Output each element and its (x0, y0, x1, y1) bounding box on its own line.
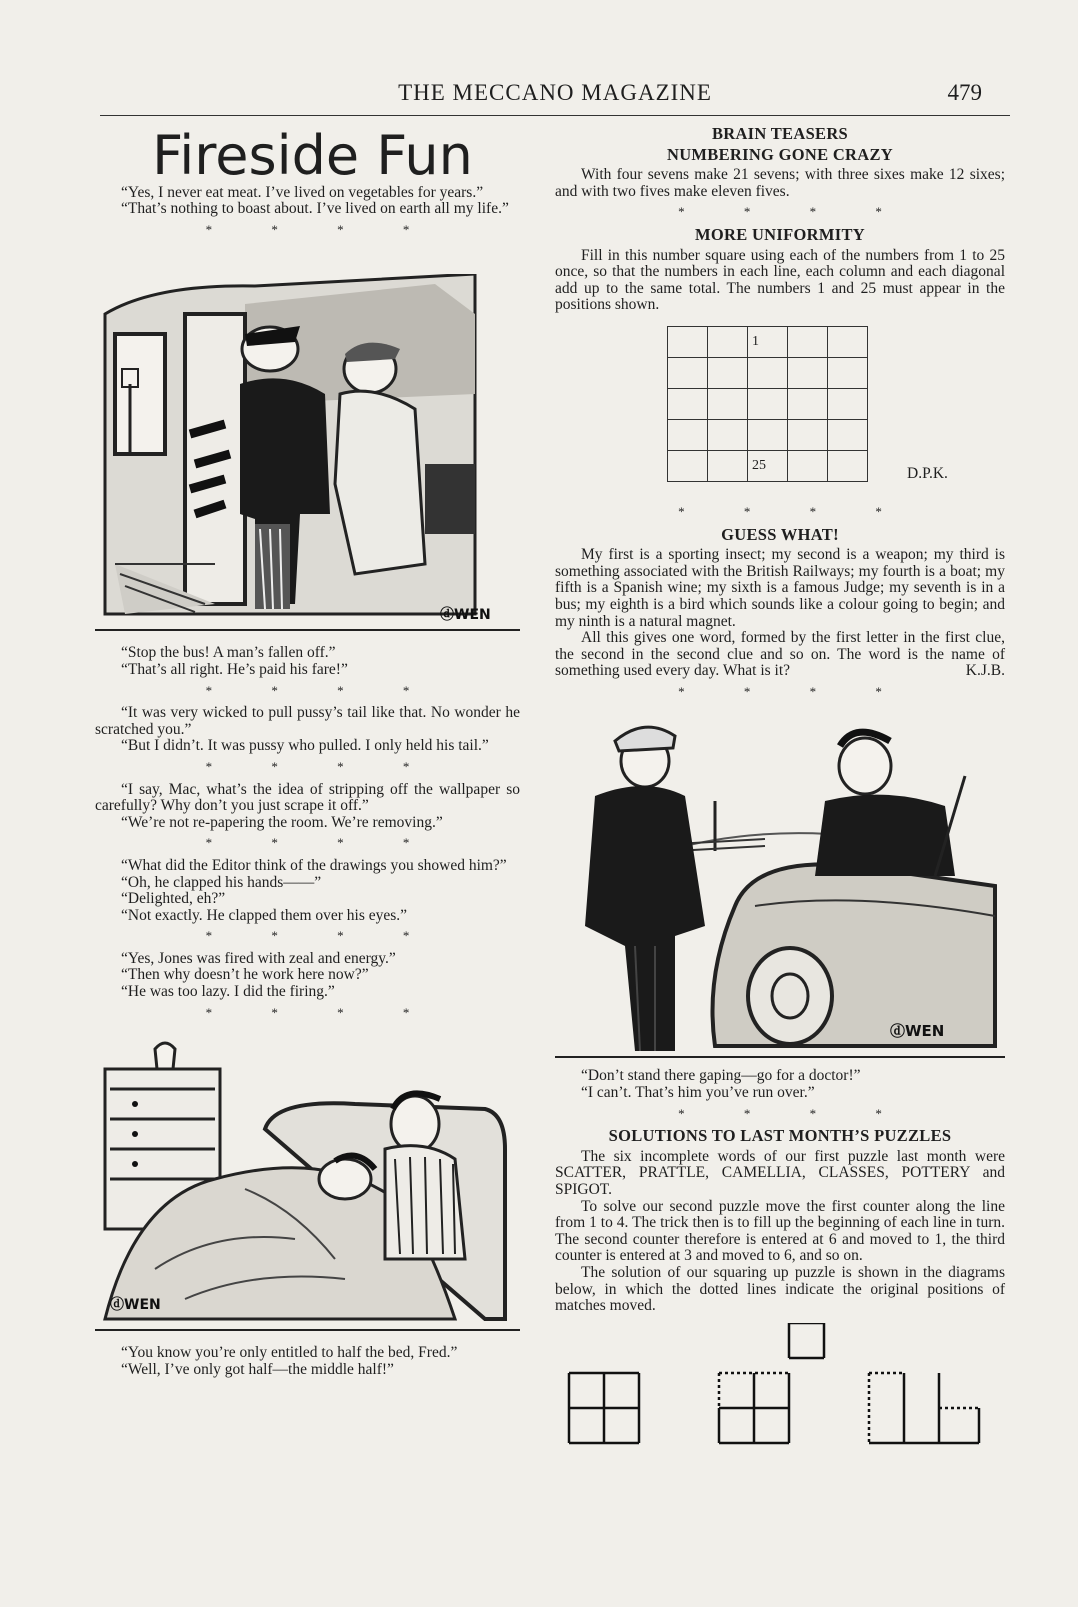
puzzle-text: My first is a sporting insect; my second is a weapon; my third is something associated with the British Railways; my fourth is a boat; my fifth is a Spanish wine; my sixth is a famous Judge; my seventh is in a bus; my eighth is a bird which sounds like a colour going to begin; and my ninth is a natural magnet. (555, 546, 1005, 630)
separator-stars: * * * * (678, 683, 910, 699)
joke-line: “Then why doesn’t he work here now?” (121, 966, 369, 984)
joke-line: “I can’t. That’s him you’ve run over.” (581, 1084, 815, 1102)
joke-line: “He was too lazy. I did the firing.” (121, 983, 335, 1001)
bus-cartoon (95, 274, 520, 631)
puzzle-signature: D.P.K. (907, 464, 948, 482)
joke-line: “But I didn’t. It was pussy who pulled. I only held his tail.” (121, 737, 489, 755)
joke-line: “Delighted, eh?” (121, 890, 226, 908)
solutions-title: SOLUTIONS TO LAST MONTH’S PUZZLES (608, 1126, 952, 1146)
joke-line: “Not exactly. He clapped them over his eyes.” (121, 906, 408, 924)
number-square-grid (667, 326, 868, 482)
number-square (667, 326, 1005, 496)
solution-text: The solution of our squaring up puzzle is shown in the diagrams below, in which the dotted lines indicate the original positions of matches moved. (555, 1264, 1005, 1315)
fireside-fun-title: Fireside Fun (152, 124, 473, 187)
joke-line: “Yes, Jones was fired with zeal and energy.” (121, 949, 396, 967)
puzzle-title: NUMBERING GONE CRAZY (666, 144, 893, 164)
joke-line: “That’s all right. He’s paid his fare!” (121, 660, 348, 678)
running-header (100, 80, 1010, 110)
match-diagrams (555, 1323, 1005, 1463)
grid-cell: 1 (748, 326, 788, 357)
separator-stars: * * * * (205, 928, 438, 944)
puzzle-title: GUESS WHAT! (721, 524, 839, 544)
separator-stars: * * * * (205, 682, 438, 698)
separator-stars: * * * * (678, 204, 910, 220)
puzzle-text: With four sevens make 21 sevens; with three sixes make 12 sixes; and with two fives make eleven fives. (555, 166, 1005, 200)
match-diagram-set (559, 1323, 999, 1463)
brain-teasers-column (555, 122, 1005, 1463)
joke-line: “I say, Mac, what’s the idea of stripping off the wallpaper so carefully? Why don’t you just scrape it off.” (95, 780, 520, 815)
brain-teasers-heading: BRAIN TEASERS (711, 124, 849, 143)
svg-text:ⓓWEN: ⓓWEN (440, 607, 491, 624)
grid-cell: 25 (748, 450, 788, 481)
puzzle-text: Fill in this number square using each of the numbers from 1 to 25 once, so that the numbers in each line, each column and each diagonal add up to the same total. The numbers 1 and 25 must appear in the positions shown. (555, 246, 1005, 314)
joke-line: “You know you’re only entitled to half the bed, Fred.” (121, 1344, 458, 1362)
joke-line: “Don’t stand there gaping—go for a doctor!” (581, 1067, 861, 1085)
separator-stars: * * * * (205, 758, 438, 774)
joke-line: “Yes, I never eat meat. I’ve lived on vegetables for years.” (121, 183, 484, 201)
joke-line: “That’s nothing to boast about. I’ve lived on earth all my life.” (121, 200, 509, 218)
car-cartoon (555, 706, 1005, 1058)
separator-stars: * * * * (205, 221, 438, 237)
bed-cartoon (95, 1029, 520, 1331)
joke-line: “What did the Editor think of the drawings you showed him?” (121, 856, 507, 874)
svg-text:ⓓWEN: ⓓWEN (110, 1297, 161, 1314)
separator-stars: * * * * (678, 503, 910, 519)
puzzle-text-body: All this gives one word, formed by the first letter in the first clue, the second in the second clue and so on. The word is the name of something used every day. What is it? (555, 629, 1005, 680)
joke-line: “It was very wicked to pull pussy’s tail like that. No wonder he scratched you.” (95, 704, 520, 738)
separator-stars: * * * * (678, 1105, 910, 1121)
solution-text: The six incomplete words of our first puzzle last month were SCATTER, PRATTLE, CAMELLIA, CLASSES, POTTERY and SPIGOT. (555, 1147, 1005, 1199)
joke-line: “Well, I’ve only got half—the middle half!” (121, 1360, 394, 1378)
header-rule (100, 115, 1010, 116)
puzzle-text (555, 630, 1005, 680)
svg-text:ⓓWEN: ⓓWEN (890, 1022, 945, 1041)
page-number: 479 (947, 80, 982, 105)
puzzle-signature: K.J.B. (965, 662, 1005, 680)
puzzle-title: MORE UNIFORMITY (695, 224, 865, 244)
joke-line: “We’re not re-papering the room. We’re removing.” (121, 813, 443, 831)
solution-text: To solve our second puzzle move the first counter along the line from 1 to 4. The trick then is to fill up the beginning of each line in turn. The second counter therefore is entered at 6 and moved to 1, the third counter is entered at 3 and moved to 6, and so on. (555, 1197, 1005, 1265)
separator-stars: * * * * (205, 835, 438, 851)
separator-stars: * * * * (205, 1004, 438, 1020)
joke-line: “Stop the bus! A man’s fallen off.” (121, 644, 336, 662)
fireside-fun-column (95, 124, 520, 1378)
joke-line: “Oh, he clapped his hands——” (121, 873, 322, 891)
magazine-title: THE MECCANO MAGAZINE (398, 80, 712, 105)
